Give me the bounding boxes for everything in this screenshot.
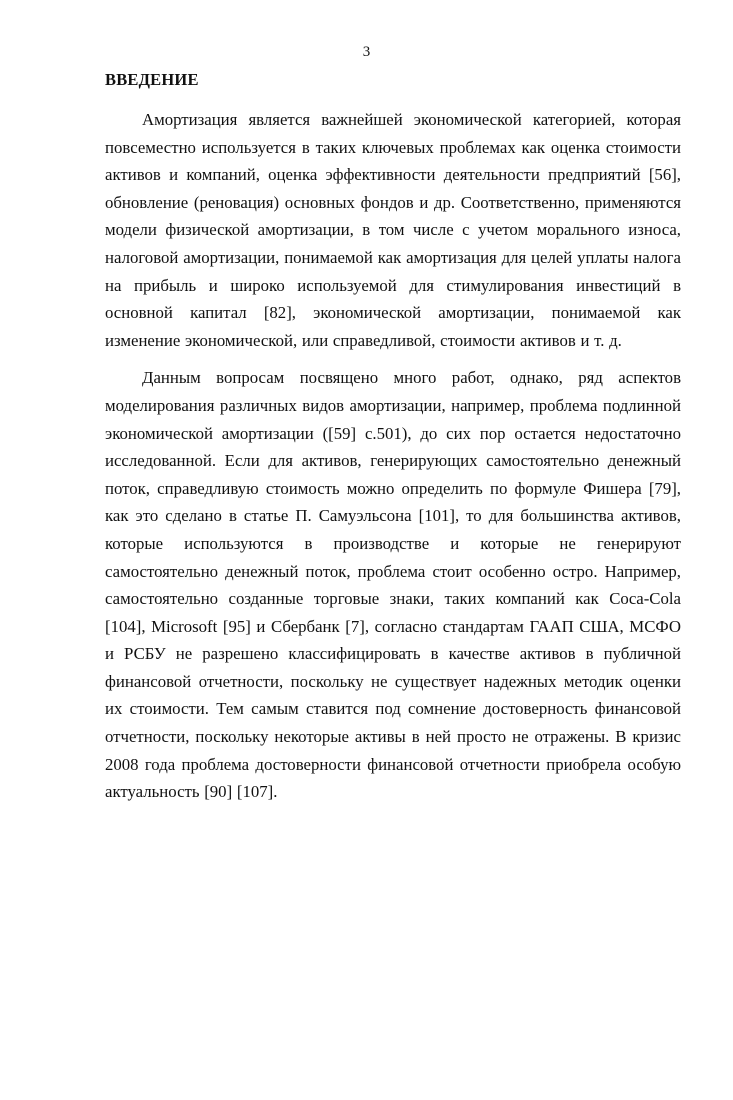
body-text — [105, 106, 681, 806]
paragraph-2: Данным вопросам посвящено много работ, однако, ряд аспектов моделирования различных видов амортизации, например, проблема подлинной экономической амортизации ([59] с.501), до сих пор остается недостаточно исследованной. Если для активов, генерирующих самостоятельно денежный поток, справедливую стоимость можно определить по формуле Фишера [79], как это сделано в статье П. Самуэльсона [101], то для большинства активов, которые используются в производстве и которые не генерируют самостоятельно денежный поток, проблема стоит особенно остро. Например, самостоятельно созданные торговые знаки, таких компаний как Coca-Cola [104], Microsoft [95] и Сбербанк [7], согласно стандартам ГААП США, МСФО и РСБУ не разрешено классифицировать в качестве активов в публичной финансовой отчетности, поскольку не существует надежных методик оценки их стоимости. Тем самым ставится под сомнение достоверность финансовой отчетности, поскольку некоторые активы в ней просто не отражены. В кризис 2008 года проблема достоверности финансовой отчетности приобрела особую актуальность [90] [107]. — [105, 368, 681, 802]
section-heading: ВВЕДЕНИЕ — [105, 70, 199, 89]
paragraph-1: Амортизация является важнейшей экономической категорией, которая повсеместно используется в таких ключевых проблемах как оценка стоимости активов и компаний, оценка эффективности деятельности предприятий [56], обновление (реновация) основных фондов и др. Соответственно, применяются модели физической амортизации, в том числе с учетом морального износа, налоговой амортизации, понимаемой как амортизация для целей уплаты налога на прибыль и широко используемой для стимулирования инвестиций в основной капитал [82], экономической амортизации, понимаемой как изменение экономической, или справедливой, стоимости активов и т. д. — [105, 110, 681, 350]
page-number: 3 — [362, 44, 371, 60]
